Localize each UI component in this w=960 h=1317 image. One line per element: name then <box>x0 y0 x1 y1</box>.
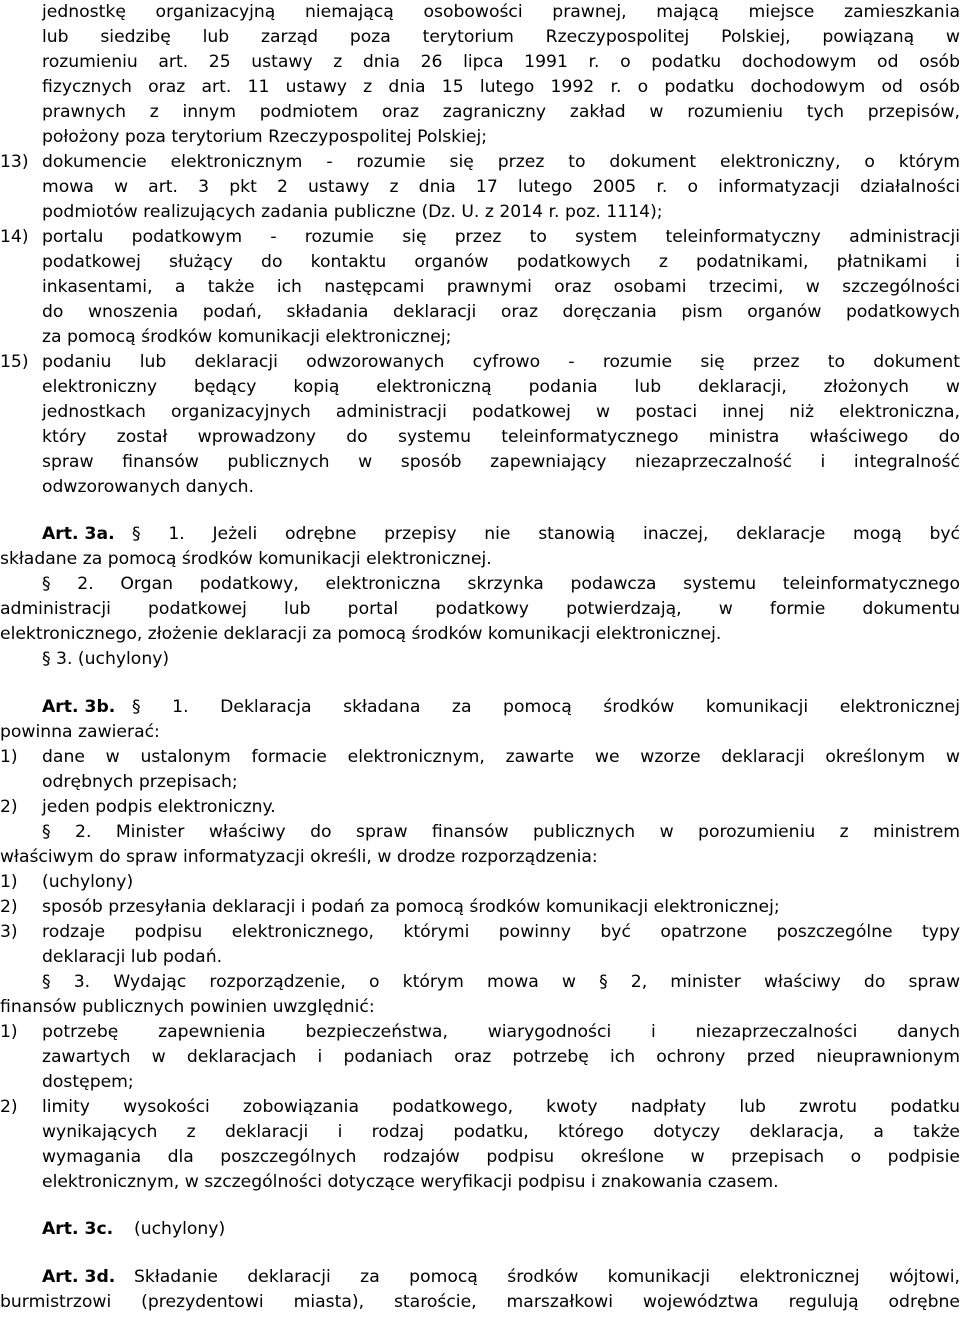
list-number: 3) <box>0 922 18 942</box>
list-number: 13) <box>0 152 29 172</box>
article-heading: Art. 3a. <box>42 524 115 544</box>
text-line: który został wprowadzony do systemu teleinformatycznego ministra właściwego do <box>42 427 960 447</box>
text-line: jeden podpis elektroniczny. <box>42 797 276 817</box>
text-line: § 2. Minister właściwy do spraw finansów publicznych w porozumieniu z ministrem <box>42 822 960 842</box>
text-line: rozumieniu art. 25 ustawy z dnia 26 lipca 1991 r. o podatku dochodowym od osób <box>42 52 960 72</box>
text-line: za pomocą środków komunikacji elektronicznej; <box>42 327 452 347</box>
text-line: inkasentami, a także ich następcami prawnymi oraz osobami trzecimi, w szczególności <box>42 277 960 297</box>
text-line: składane za pomocą środków komunikacji elektronicznej. <box>0 549 492 569</box>
article-heading: Art. 3c. <box>42 1219 114 1239</box>
text-line: dane w ustalonym formacie elektronicznym, zawarte we wzorze deklaracji określonym w <box>42 747 960 767</box>
text-line: wymagania dla poszczególnych rodzajów podpisu określone w przepisach o podpisie <box>42 1147 960 1167</box>
text-line: § 1. Deklaracja składana za pomocą środków komunikacji elektronicznej <box>132 697 960 717</box>
text-line: mowa w art. 3 pkt 2 ustawy z dnia 17 lutego 2005 r. o informatyzacji działalności <box>42 177 960 197</box>
text-line: fizycznych oraz art. 11 ustawy z dnia 15 lutego 1992 r. o podatku dochodowym od osób <box>42 77 960 97</box>
text-line: potrzebę zapewnienia bezpieczeństwa, wiarygodności i niezaprzeczalności danych <box>42 1022 960 1042</box>
text-line: § 3. (uchylony) <box>42 649 170 669</box>
text-line: sposób przesyłania deklaracji i podań za pomocą środków komunikacji elektronicznej; <box>42 897 780 917</box>
list-number: 2) <box>0 1097 18 1117</box>
text-line: właściwym do spraw informatyzacji określi, w drodze rozporządzenia: <box>0 847 598 867</box>
text-line: dostępem; <box>42 1072 134 1092</box>
list-number: 1) <box>0 747 18 767</box>
text-line: deklaracji lub podań. <box>42 947 223 967</box>
list-number: 1) <box>0 1022 18 1042</box>
text-line: powinna zawierać: <box>0 722 160 742</box>
text-line: portalu podatkowym - rozumie się przez to system teleinformatyczny administracji <box>42 227 960 247</box>
text-line: administracji podatkowej lub portal podatkowy potwierdzają, w formie dokumentu <box>0 599 960 619</box>
text-line: (uchylony) <box>42 872 134 892</box>
text-line: położony poza terytorium Rzeczypospolitej Polskiej; <box>42 127 488 147</box>
list-number: 14) <box>0 227 29 247</box>
text-line: Składanie deklaracji za pomocą środków komunikacji elektronicznej wójtowi, <box>134 1267 960 1287</box>
list-number: 1) <box>0 872 18 892</box>
list-number: 15) <box>0 352 29 372</box>
article-heading: Art. 3d. <box>42 1267 116 1287</box>
text-line: lub siedzibę lub zarząd poza terytorium Rzeczypospolitej Polskiej, powiązaną w <box>42 27 960 47</box>
text-line: podatkowej służący do kontaktu organów podatkowych z podatnikami, płatnikami i <box>42 252 960 272</box>
text-line: spraw finansów publicznych w sposób zapewniający niezaprzeczalność i integralność <box>42 452 960 472</box>
article-3c <box>42 1217 113 1242</box>
text-line: odrębnych przepisach; <box>42 772 238 792</box>
text-line: limity wysokości zobowiązania podatkowego, kwoty nadpłaty lub zwrotu podatku <box>42 1097 960 1117</box>
text-line: jednostkę organizacyjną niemającą osobowości prawnej, mającą miejsce zamieszkania <box>42 2 960 22</box>
text-line: § 2. Organ podatkowy, elektroniczna skrzynka podawcza systemu teleinformatycznego <box>42 574 960 594</box>
text-line: § 1. Jeżeli odrębne przepisy nie stanowią inaczej, deklaracje mogą być <box>132 524 960 544</box>
text-line: burmistrzowi (prezydentowi miasta), staroście, marszałkowi województwa regulują odrębne <box>0 1292 960 1312</box>
text-line: wynikających z deklaracji i rodzaj podatku, którego dotyczy deklaracja, a także <box>42 1122 960 1142</box>
text-line: podmiotów realizujących zadania publiczne (Dz. U. z 2014 r. poz. 1114); <box>42 202 663 222</box>
text-line: (uchylony) <box>134 1219 226 1239</box>
list-number: 2) <box>0 897 18 917</box>
text-line: do wnoszenia podań, składania deklaracji oraz doręczania pism organów podatkowych <box>42 302 960 322</box>
text-line: odwzorowanych danych. <box>42 477 254 497</box>
text-line: prawnych z innym podmiotem oraz zagraniczny zakład w rozumieniu tych przepisów, <box>42 102 960 122</box>
text-line: elektronicznym, w szczególności dotyczące weryfikacji podpisu i znakowania czasem. <box>42 1172 779 1192</box>
text-line: jednostkach organizacyjnych administracji podatkowej w postaci innej niż elektroniczna, <box>42 402 960 422</box>
text-line: rodzaje podpisu elektronicznego, którymi powinny być opatrzone poszczególne typy <box>42 922 960 942</box>
article-heading-label: Art. 3b. <box>42 697 116 717</box>
text-line: § 3. Wydając rozporządzenie, o którym mowa w § 2, minister właściwy do spraw <box>42 972 960 992</box>
text-line: dokumencie elektronicznym - rozumie się przez to dokument elektroniczny, o którym <box>42 152 960 172</box>
article-3d <box>42 1265 115 1290</box>
text-line: finansów publicznych powinien uwzględnić: <box>0 997 375 1017</box>
list-number: 2) <box>0 797 18 817</box>
text-line: podaniu lub deklaracji odwzorowanych cyfrowo - rozumie się przez to dokument <box>42 352 960 372</box>
article-heading <box>42 695 115 720</box>
text-line: zawartych w deklaracjach i podaniach oraz potrzebę ich ochrony przed nieuprawnionym <box>42 1047 960 1067</box>
text-line: elektroniczny będący kopią elektroniczną podania lub deklaracji, złożonych w <box>42 377 960 397</box>
text-line: elektronicznego, złożenie deklaracji za pomocą środków komunikacji elektronicznej. <box>0 624 722 644</box>
